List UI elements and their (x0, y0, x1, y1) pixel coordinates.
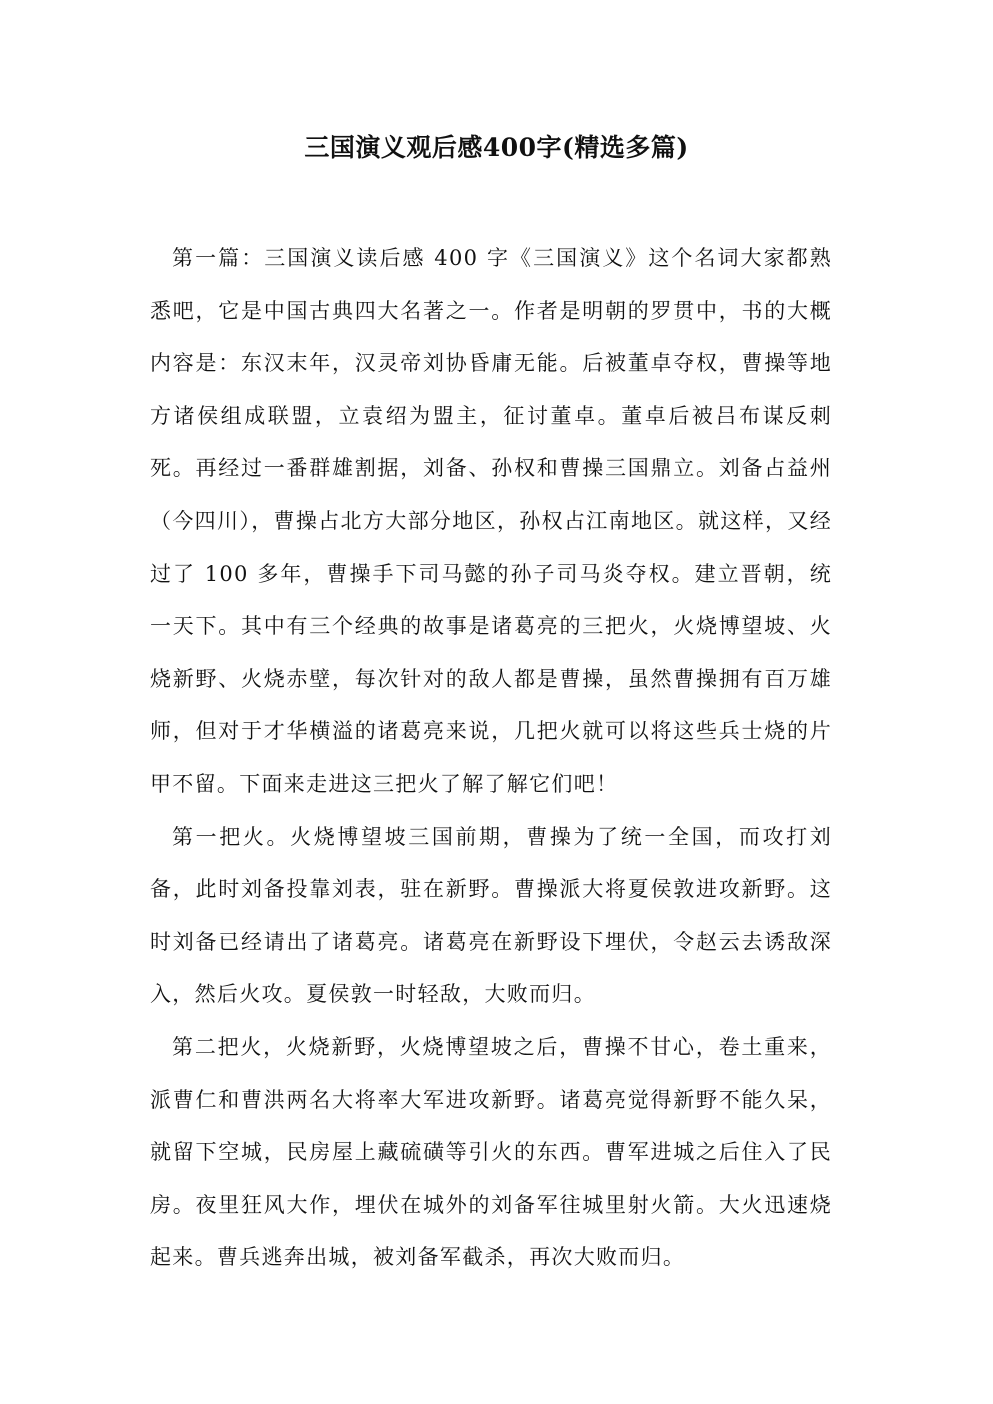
paragraph-1: 第一篇：三国演义读后感 400 字《三国演义》这个名词大家都熟悉吧，它是中国古典四大名著之一。作者是明朝的罗贯中，书的大概内容是：东汉末年，汉灵帝刘协昏庸无能。后被董卓夺权，曹操等地方诸侯组成联盟，立袁绍为盟主，征讨董卓。董卓后被吕布谋反刺死。再经过一番群雄割据，刘备、孙权和曹操三国鼎立。刘备占益州（今四川），曹操占北方大部分地区，孙权占江南地区。就这样，又经过了 100 多年，曹操手下司马懿的孙子司马炎夺权。建立晋朝，统一天下。其中有三个经典的故事是诸葛亮的三把火，火烧博望坡、火烧新野、火烧赤壁，每次针对的敌人都是曹操，虽然曹操拥有百万雄师，但对于才华横溢的诸葛亮来说，几把火就可以将这些兵士烧的片甲不留。下面来走进这三把火了解了解它们吧！ (150, 246, 832, 796)
document-body (150, 232, 832, 1284)
paragraph-3: 第二把火，火烧新野，火烧博望坡之后，曹操不甘心，卷土重来，派曹仁和曹洪两名大将率大军进攻新野。诸葛亮觉得新野不能久呆，就留下空城，民房屋上藏硫磺等引火的东西。曹军进城之后住入了民房。夜里狂风大作，埋伏在城外的刘备军往城里射火箭。大火迅速烧起来。曹兵逃奔出城，被刘备军截杀，再次大败而归。 (150, 1034, 832, 1270)
document-title: 三国演义观后感400字(精选多篇) (304, 133, 689, 162)
paragraph-2: 第一把火。火烧博望坡三国前期，曹操为了统一全国，而攻打刘备，此时刘备投靠刘表，驻在新野。曹操派大将夏侯敦进攻新野。这时刘备已经请出了诸葛亮。诸葛亮在新野设下埋伏，令赵云去诱敌深入，然后火攻。夏侯敦一时轻敌，大败而归。 (150, 824, 832, 1007)
